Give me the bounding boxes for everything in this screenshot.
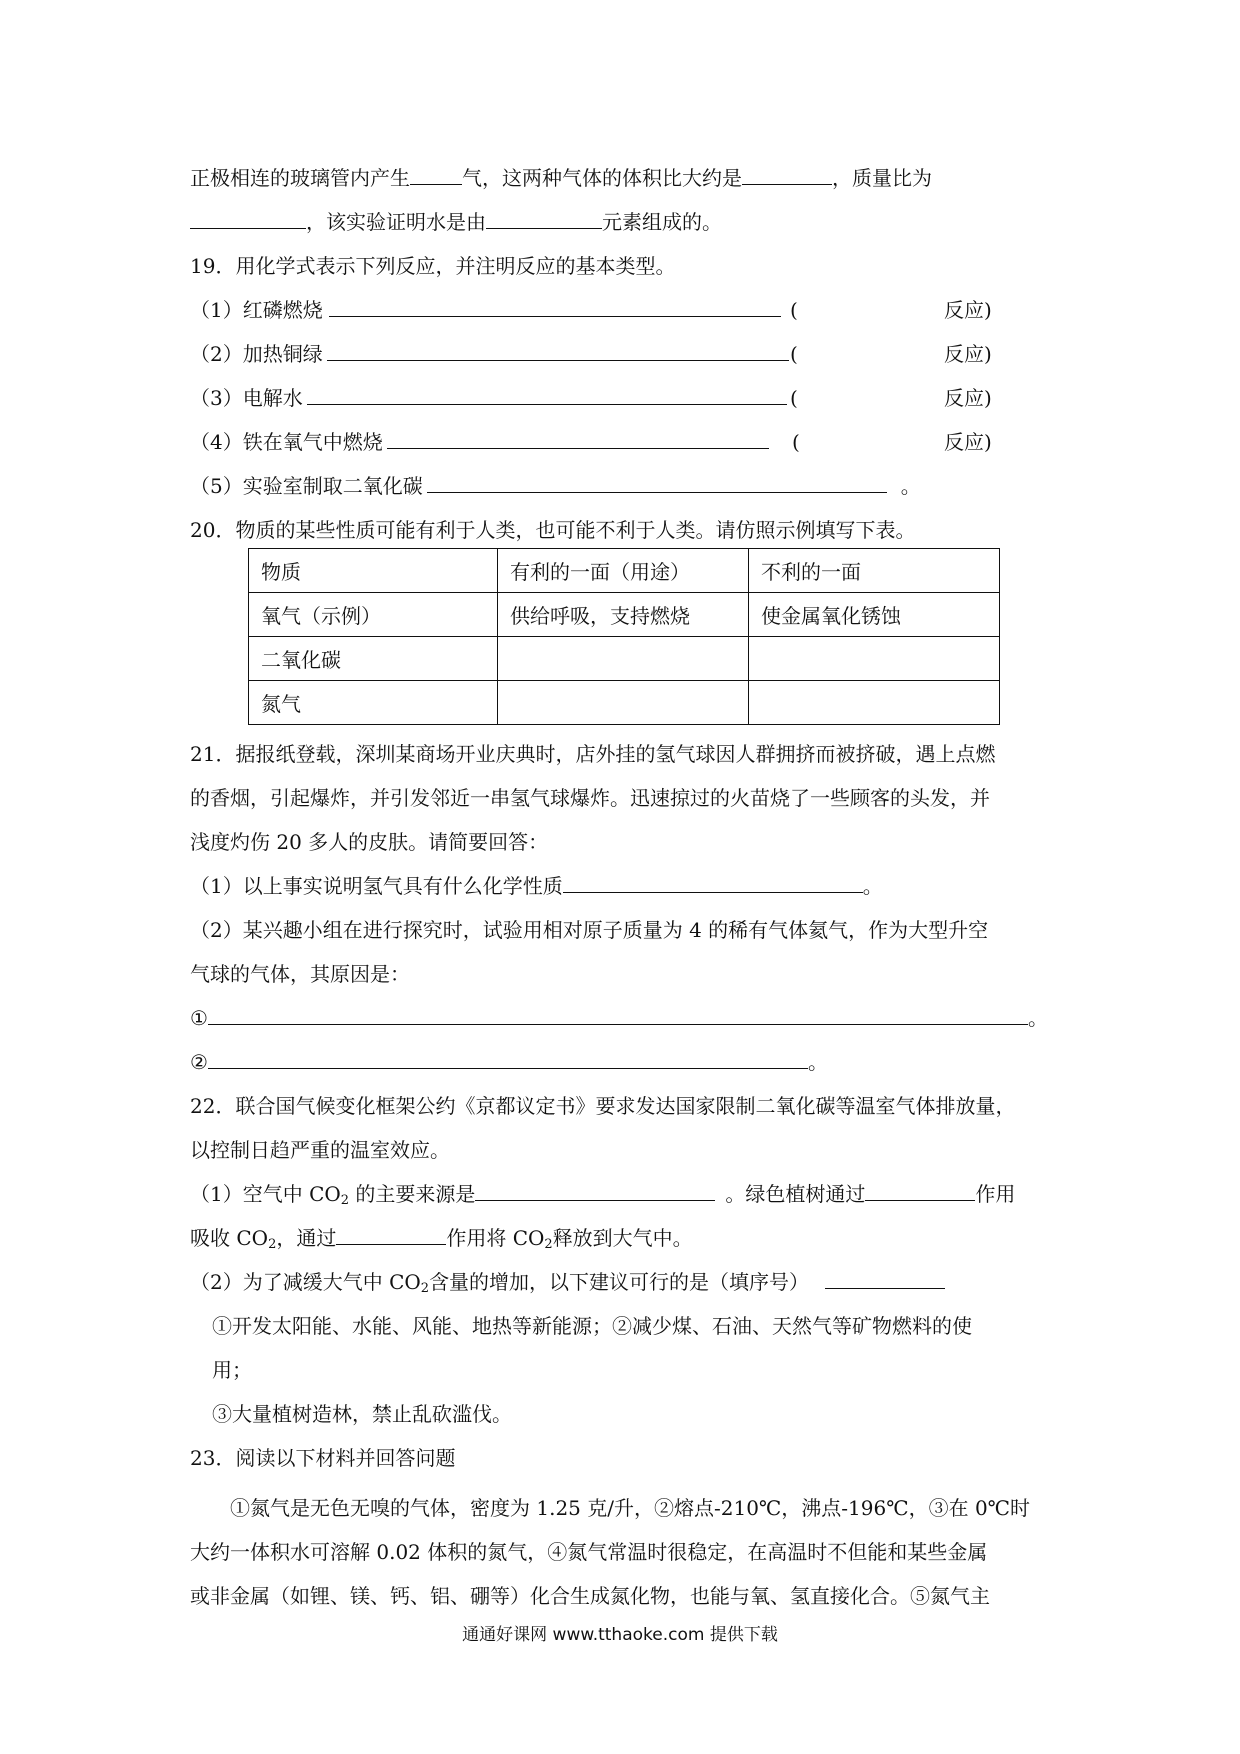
answer-blank[interactable] xyxy=(387,426,769,449)
table-answer-cell[interactable] xyxy=(749,681,1000,725)
q21-reason-1: ① 。 xyxy=(190,1002,1048,1034)
q23-material-2: 大约一体积水可溶解 0.02 体积的氮气，④氮气常温时很稳定，在高温时不但能和某些金属 xyxy=(190,1540,988,1564)
answer-blank[interactable] xyxy=(336,1222,446,1245)
table-answer-cell[interactable] xyxy=(498,637,749,681)
q21-sub-2a: （2）某兴趣小组在进行探究时，试验用相对原子质量为 4 的稀有气体氦气，作为大型升空 xyxy=(190,918,989,942)
q18-text-d: ，该实验证明水是由 xyxy=(306,210,486,234)
answer-blank[interactable] xyxy=(329,294,781,317)
answer-blank[interactable] xyxy=(208,1046,808,1069)
q20-stem: 20．物质的某些性质可能有利于人类，也可能不利于人类。请仿照示例填写下表。 xyxy=(190,518,916,542)
answer-blank[interactable] xyxy=(742,162,832,185)
answer-blank[interactable] xyxy=(427,470,887,493)
table-header-row xyxy=(249,549,1000,593)
table-row xyxy=(249,681,1000,725)
q19-stem: 19．用化学式表示下列反应，并注明反应的基本类型。 xyxy=(190,254,676,278)
answer-blank[interactable] xyxy=(825,1266,945,1289)
table-cell: 二氧化碳 xyxy=(249,637,498,681)
table-row xyxy=(249,593,1000,637)
q19-paren: ( xyxy=(790,386,798,410)
q19-type: 反应) xyxy=(944,342,992,366)
q18-line1 xyxy=(190,162,932,194)
answer-blank[interactable] xyxy=(486,206,602,229)
table-header-cell: 物质 xyxy=(249,549,498,593)
q19-item-2: （2）加热铜绿 xyxy=(190,338,789,370)
answer-blank[interactable] xyxy=(475,1178,715,1201)
q22-sub-1b: 吸收 $CO_2$，通过 作用将 $CO_2$释放到大气中。 xyxy=(190,1222,693,1254)
q18-line2 xyxy=(190,206,722,238)
table-header-cell: 不利的一面 xyxy=(749,549,1000,593)
q22-para-2: 以控制日趋严重的温室效应。 xyxy=(190,1138,450,1162)
table-cell: 氮气 xyxy=(249,681,498,725)
q18-text-c: ，质量比为 xyxy=(832,166,932,190)
q19-item-5: （5）实验室制取二氧化碳 。 xyxy=(190,470,921,502)
q23-stem: 23．阅读以下材料并回答问题 xyxy=(190,1446,456,1470)
page-footer: 通通好课网 www.tthaoke.com 提供下载 xyxy=(462,1625,778,1645)
q18-text-e: 元素组成的。 xyxy=(602,210,722,234)
q18-text-a: 正极相连的玻璃管内产生 xyxy=(190,166,410,190)
q22-options-1: ①开发太阳能、水能、风能、地热等新能源；②减少煤、石油、天然气等矿物燃料的使 xyxy=(212,1314,972,1338)
answer-blank[interactable] xyxy=(208,1002,1028,1025)
answer-blank[interactable] xyxy=(563,870,863,893)
q21-para-3: 浅度灼伤 20 多人的皮肤。请简要回答： xyxy=(190,830,549,854)
q21-sub-1: （1）以上事实说明氢气具有什么化学性质 。 xyxy=(190,870,883,902)
table-header-cell: 有利的一面（用途） xyxy=(498,549,749,593)
q21-para-2: 的香烟，引起爆炸，并引发邻近一串氢气球爆炸。迅速掠过的火苗烧了一些顾客的头发，并 xyxy=(190,786,990,810)
q21-para-1: 21．据报纸登载，深圳某商场开业庆典时，店外挂的氢气球因人群拥挤而被挤破，遇上点燃 xyxy=(190,742,996,766)
q22-sub-1a: （1）空气中 $CO_2$ 的主要来源是 。绿色植树通过 作用 xyxy=(190,1178,1015,1210)
properties-table xyxy=(248,548,1000,725)
answer-blank[interactable] xyxy=(410,162,462,185)
answer-blank[interactable] xyxy=(307,382,787,405)
answer-blank[interactable] xyxy=(327,338,789,361)
q23-material-1: ①氮气是无色无嗅的气体，密度为 1.25 克/升，②熔点-210℃，沸点-196℃，③在 0℃时 xyxy=(230,1496,1031,1520)
q21-reason-2: ② 。 xyxy=(190,1046,828,1078)
q19-paren: ( xyxy=(792,430,800,454)
table-cell: 使金属氧化锈蚀 xyxy=(749,593,1000,637)
q19-type: 反应) xyxy=(944,430,992,454)
table-cell: 供给呼吸，支持燃烧 xyxy=(498,593,749,637)
q22-options-1b: 用； xyxy=(212,1358,252,1382)
q19-paren: ( xyxy=(790,342,798,366)
q19-type: 反应) xyxy=(944,386,992,410)
q22-options-3: ③大量植树造林，禁止乱砍滥伐。 xyxy=(212,1402,512,1426)
table-cell: 氧气（示例） xyxy=(249,593,498,637)
table-answer-cell[interactable] xyxy=(749,637,1000,681)
table-row xyxy=(249,637,1000,681)
answer-blank[interactable] xyxy=(190,206,306,229)
answer-blank[interactable] xyxy=(865,1178,975,1201)
q19-paren: ( xyxy=(790,298,798,322)
q22-sub-2: （2）为了减缓大气中 $CO_2$含量的增加，以下建议可行的是（填序号） xyxy=(190,1266,945,1298)
q22-para-1: 22．联合国气候变化框架公约《京都议定书》要求发达国家限制二氧化碳等温室气体排放量， xyxy=(190,1094,1016,1118)
q23-material-3: 或非金属（如锂、镁、钙、铝、硼等）化合生成氮化物，也能与氧、氢直接化合。⑤氮气主 xyxy=(190,1584,990,1608)
q21-sub-2b: 气球的气体，其原因是： xyxy=(190,962,410,986)
q19-item-1: （1）红磷燃烧 xyxy=(190,294,781,326)
q18-text-b: 气，这两种气体的体积比大约是 xyxy=(462,166,742,190)
table-answer-cell[interactable] xyxy=(498,681,749,725)
q19-type: 反应) xyxy=(944,298,992,322)
q19-item-3: （3）电解水 xyxy=(190,382,787,414)
q19-item-4: （4）铁在氧气中燃烧 xyxy=(190,426,769,458)
